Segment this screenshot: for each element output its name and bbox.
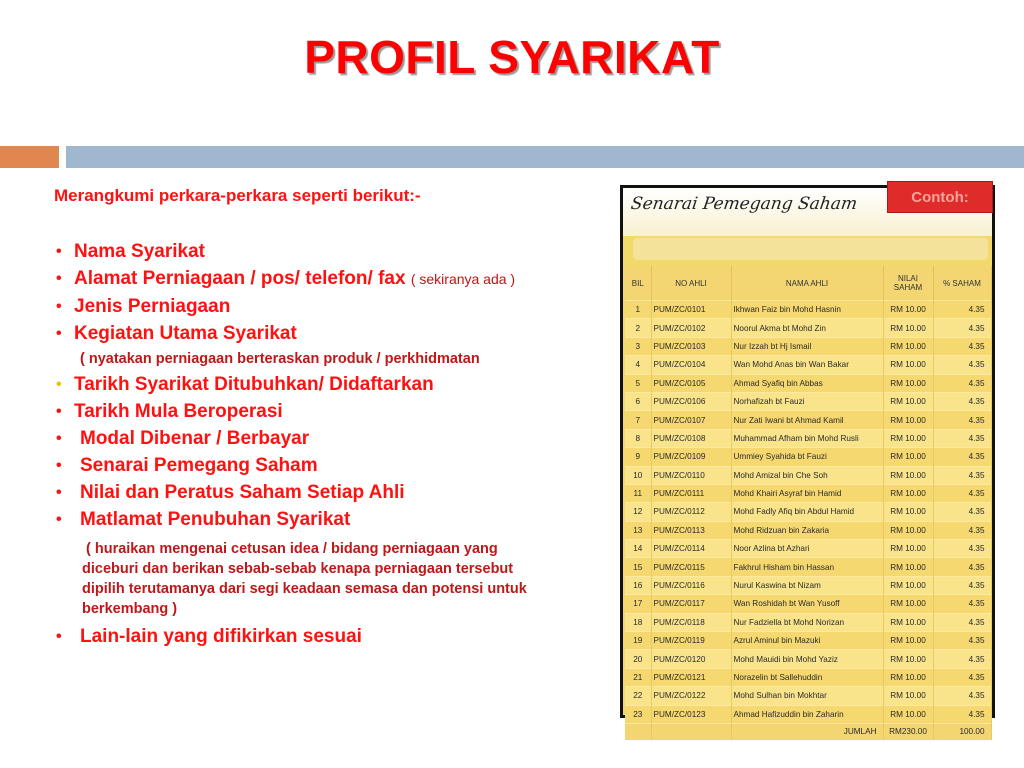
table-row <box>625 503 991 521</box>
table-cell: PUM/ZC/0104 <box>651 356 731 374</box>
table-cell: PUM/ZC/0103 <box>651 337 731 355</box>
bullet-icon: • <box>56 484 62 501</box>
table-cell: RM 10.00 <box>883 319 933 337</box>
list-item: • Jenis Perniagaan <box>54 293 614 320</box>
table-cell: RM 10.00 <box>883 668 933 686</box>
table-cell: 23 <box>625 705 651 723</box>
table-cell: Ahmad Hafizuddin bin Zaharin <box>731 705 883 723</box>
table-cell: 16 <box>625 576 651 594</box>
table-cell: PUM/ZC/0115 <box>651 558 731 576</box>
table-cell: Mohd Amizal bin Che Soh <box>731 466 883 484</box>
table-cell: 4.35 <box>933 411 991 429</box>
table-cell: PUM/ZC/0113 <box>651 521 731 539</box>
intro-text: Merangkumi perkara-perkara seperti berikut:- <box>54 186 421 205</box>
table-cell: RM 10.00 <box>883 466 933 484</box>
table-cell: 4.35 <box>933 687 991 705</box>
scan-heading: Senarai Pemegang Saham <box>629 194 859 214</box>
table-cell: 17 <box>625 595 651 613</box>
table-cell: 9 <box>625 448 651 466</box>
table-cell: RM 10.00 <box>883 301 933 319</box>
table-cell: 15 <box>625 558 651 576</box>
table-cell: Wan Mohd Anas bin Wan Bakar <box>731 356 883 374</box>
table-cell: RM 10.00 <box>883 521 933 539</box>
table-cell: Mohd Sulhan bin Mokhtar <box>731 687 883 705</box>
total-percent: 100.00 <box>933 723 991 740</box>
table-cell: PUM/ZC/0123 <box>651 705 731 723</box>
table-row <box>625 521 991 539</box>
table-cell: 4.35 <box>933 356 991 374</box>
table-cell: 10 <box>625 466 651 484</box>
table-cell: Fakhrul Hisham bin Hassan <box>731 558 883 576</box>
bullet-icon: • <box>56 457 62 474</box>
table-row <box>625 374 991 392</box>
table-total-row <box>625 723 991 740</box>
table-cell: 4.35 <box>933 503 991 521</box>
table-cell: 19 <box>625 632 651 650</box>
table-row <box>625 448 991 466</box>
table-cell: RM 10.00 <box>883 429 933 447</box>
table-cell: 8 <box>625 429 651 447</box>
bullet-icon: • <box>56 243 62 260</box>
table-cell: 22 <box>625 687 651 705</box>
table-row <box>625 337 991 355</box>
note-line: berkembang ) <box>82 601 178 617</box>
bullet-icon: • <box>56 298 62 315</box>
table-row <box>625 668 991 686</box>
table-cell: 4.35 <box>933 668 991 686</box>
table-cell: 1 <box>625 301 651 319</box>
list-item: • Tarikh Mula Beroperasi <box>54 398 614 425</box>
table-cell: PUM/ZC/0112 <box>651 503 731 521</box>
table-cell: PUM/ZC/0105 <box>651 374 731 392</box>
table-row <box>625 356 991 374</box>
bullet-icon: • <box>56 403 62 420</box>
table-cell: PUM/ZC/0108 <box>651 429 731 447</box>
table-cell: PUM/ZC/0122 <box>651 687 731 705</box>
bullet-list <box>54 238 614 347</box>
table-cell: Nur Zati Iwani bt Ahmad Kamil <box>731 411 883 429</box>
table-cell: 4.35 <box>933 484 991 502</box>
table-cell: RM 10.00 <box>883 374 933 392</box>
table-cell: RM 10.00 <box>883 411 933 429</box>
table-cell: 4.35 <box>933 650 991 668</box>
table-cell: 14 <box>625 540 651 558</box>
table-cell: 4.35 <box>933 595 991 613</box>
list-item: • Lain-lain yang difikirkan sesuai <box>54 623 614 650</box>
table-row <box>625 319 991 337</box>
accent-bar-orange <box>0 146 59 168</box>
table-cell: Nurul Kaswina bt Nizam <box>731 576 883 594</box>
table-cell: PUM/ZC/0116 <box>651 576 731 594</box>
table-cell: RM 10.00 <box>883 392 933 410</box>
table-cell: PUM/ZC/0121 <box>651 668 731 686</box>
table-cell: 4.35 <box>933 632 991 650</box>
table-cell: Muhammad Afham bin Mohd Rusli <box>731 429 883 447</box>
note-matlamat <box>54 539 614 619</box>
table-cell: 4.35 <box>933 337 991 355</box>
table-cell: PUM/ZC/0101 <box>651 301 731 319</box>
table-cell: 4.35 <box>933 576 991 594</box>
table-cell: RM 10.00 <box>883 576 933 594</box>
list-item: • Matlamat Penubuhan Syarikat <box>54 506 614 533</box>
table-header-row <box>625 266 991 301</box>
table-cell: 7 <box>625 411 651 429</box>
table-cell: PUM/ZC/0118 <box>651 613 731 631</box>
table-cell: Mohd Khairi Asyraf bin Hamid <box>731 484 883 502</box>
table-row <box>625 613 991 631</box>
list-item: • Modal Dibenar / Berbayar <box>54 425 614 452</box>
table-cell: PUM/ZC/0102 <box>651 319 731 337</box>
table-cell: 4 <box>625 356 651 374</box>
column-header: NILAI SAHAM <box>883 266 933 301</box>
table-cell: Nur Izzah bt Hj Ismail <box>731 337 883 355</box>
table-cell: 11 <box>625 484 651 502</box>
table-cell: 4.35 <box>933 301 991 319</box>
table-cell: PUM/ZC/0114 <box>651 540 731 558</box>
table-cell: PUM/ZC/0117 <box>651 595 731 613</box>
table-cell: PUM/ZC/0120 <box>651 650 731 668</box>
table-row <box>625 650 991 668</box>
column-header: BIL <box>625 266 651 301</box>
table-cell: RM 10.00 <box>883 503 933 521</box>
list-item: • Nilai dan Peratus Saham Setiap Ahli <box>54 479 614 506</box>
table-row <box>625 576 991 594</box>
table-cell: RM 10.00 <box>883 558 933 576</box>
table-cell: 4.35 <box>933 374 991 392</box>
table-cell: Ahmad Syafiq bin Abbas <box>731 374 883 392</box>
table-row <box>625 429 991 447</box>
table-cell: Noorul Akma bt Mohd Zin <box>731 319 883 337</box>
table-cell: RM 10.00 <box>883 650 933 668</box>
bullet-note: ( sekiranya ada ) <box>410 271 516 287</box>
table-cell: 4.35 <box>933 429 991 447</box>
table-cell: 4.35 <box>933 448 991 466</box>
bullet-icon: • <box>56 511 62 528</box>
table-row <box>625 484 991 502</box>
table-cell: 20 <box>625 650 651 668</box>
bullet-list-2 <box>54 371 614 533</box>
table-cell: 18 <box>625 613 651 631</box>
table-row <box>625 595 991 613</box>
table-cell: Ikhwan Faiz bin Mohd Hasnin <box>731 301 883 319</box>
table-cell: Mohd Ridzuan bin Zakaria <box>731 521 883 539</box>
content-area <box>54 186 614 650</box>
table-cell: 12 <box>625 503 651 521</box>
table-cell: Norazelin bt Sallehuddin <box>731 668 883 686</box>
table-cell: RM 10.00 <box>883 613 933 631</box>
table-cell: PUM/ZC/0107 <box>651 411 731 429</box>
table-cell: PUM/ZC/0110 <box>651 466 731 484</box>
table-body <box>625 301 991 740</box>
table-cell: PUM/ZC/0106 <box>651 392 731 410</box>
table-cell: 2 <box>625 319 651 337</box>
table-cell: PUM/ZC/0109 <box>651 448 731 466</box>
table-row <box>625 687 991 705</box>
scan-banner <box>633 238 988 260</box>
column-header: % SAHAM <box>933 266 991 301</box>
note-line: ( huraikan mengenai cetusan idea / bidang perniagaan yang <box>86 541 498 557</box>
table-cell: Mohd Fadly Afiq bin Abdul Hamid <box>731 503 883 521</box>
list-item: • Kegiatan Utama Syarikat <box>54 320 614 347</box>
table-cell: RM 10.00 <box>883 705 933 723</box>
table-cell: PUM/ZC/0111 <box>651 484 731 502</box>
page-title: PROFIL SYARIKAT <box>304 31 720 83</box>
total-label: JUMLAH <box>731 723 883 740</box>
table-cell: Ummiey Syahida bt Fauzi <box>731 448 883 466</box>
table-cell: 6 <box>625 392 651 410</box>
table-cell: Wan Roshidah bt Wan Yusoff <box>731 595 883 613</box>
table-cell: Nur Fadziella bt Mohd Norizan <box>731 613 883 631</box>
table-cell: RM 10.00 <box>883 540 933 558</box>
table-row <box>625 705 991 723</box>
column-header: NO AHLI <box>651 266 731 301</box>
table-cell: RM 10.00 <box>883 687 933 705</box>
table-cell: Noor Azlina bt Azhari <box>731 540 883 558</box>
list-item: • Senarai Pemegang Saham <box>54 452 614 479</box>
table-cell: 4.35 <box>933 558 991 576</box>
total-value: RM230.00 <box>883 723 933 740</box>
bullet-icon: • <box>56 376 62 393</box>
table-row <box>625 392 991 410</box>
table-cell: RM 10.00 <box>883 632 933 650</box>
table-cell: 5 <box>625 374 651 392</box>
note-line: dipilih terutamanya dari segi keadaan semasa dan potensi untuk <box>82 581 527 597</box>
table-cell: 4.35 <box>933 319 991 337</box>
table-cell: 4.35 <box>933 540 991 558</box>
list-item: • Alamat Perniagaan / pos/ telefon/ fax ( sekiranya ada ) <box>54 265 614 293</box>
table-row <box>625 466 991 484</box>
example-badge: Contoh: <box>887 181 993 213</box>
table-cell: 4.35 <box>933 392 991 410</box>
table-cell: 4.35 <box>933 705 991 723</box>
note-line: diceburi dan berikan sebab-sebab kenapa perniagaan tersebut <box>82 561 514 577</box>
accent-bar-blue <box>66 146 1024 168</box>
table-cell: 3 <box>625 337 651 355</box>
table-row <box>625 558 991 576</box>
table-cell: PUM/ZC/0119 <box>651 632 731 650</box>
bullet-icon: • <box>56 270 62 287</box>
bullet-icon: • <box>56 628 62 645</box>
shareholder-table-image <box>620 185 995 737</box>
bullet-icon: • <box>56 325 62 342</box>
table-cell: 21 <box>625 668 651 686</box>
table-cell: 4.35 <box>933 521 991 539</box>
list-item: • Tarikh Syarikat Ditubuhkan/ Didaftarkan <box>54 371 614 398</box>
table-cell: RM 10.00 <box>883 337 933 355</box>
bullet-list-3 <box>54 623 614 650</box>
table-cell: RM 10.00 <box>883 484 933 502</box>
table-cell: 4.35 <box>933 613 991 631</box>
table-cell: RM 10.00 <box>883 356 933 374</box>
note-kegiatan: ( nyatakan perniagaan berteraskan produk / perkhidmatan <box>80 351 480 367</box>
table-row <box>625 301 991 319</box>
table-row <box>625 411 991 429</box>
bullet-icon: • <box>56 430 62 447</box>
table-cell: RM 10.00 <box>883 595 933 613</box>
table-cell: 13 <box>625 521 651 539</box>
table-cell: RM 10.00 <box>883 448 933 466</box>
shareholder-table <box>625 266 992 740</box>
table-cell: Mohd Mauidi bin Mohd Yaziz <box>731 650 883 668</box>
column-header: NAMA AHLI <box>731 266 883 301</box>
table-cell: Norhafizah bt Fauzi <box>731 392 883 410</box>
table-cell: Azrul Aminul bin Mazuki <box>731 632 883 650</box>
table-row <box>625 540 991 558</box>
table-cell: 4.35 <box>933 466 991 484</box>
list-item: • Nama Syarikat <box>54 238 614 265</box>
table-row <box>625 632 991 650</box>
